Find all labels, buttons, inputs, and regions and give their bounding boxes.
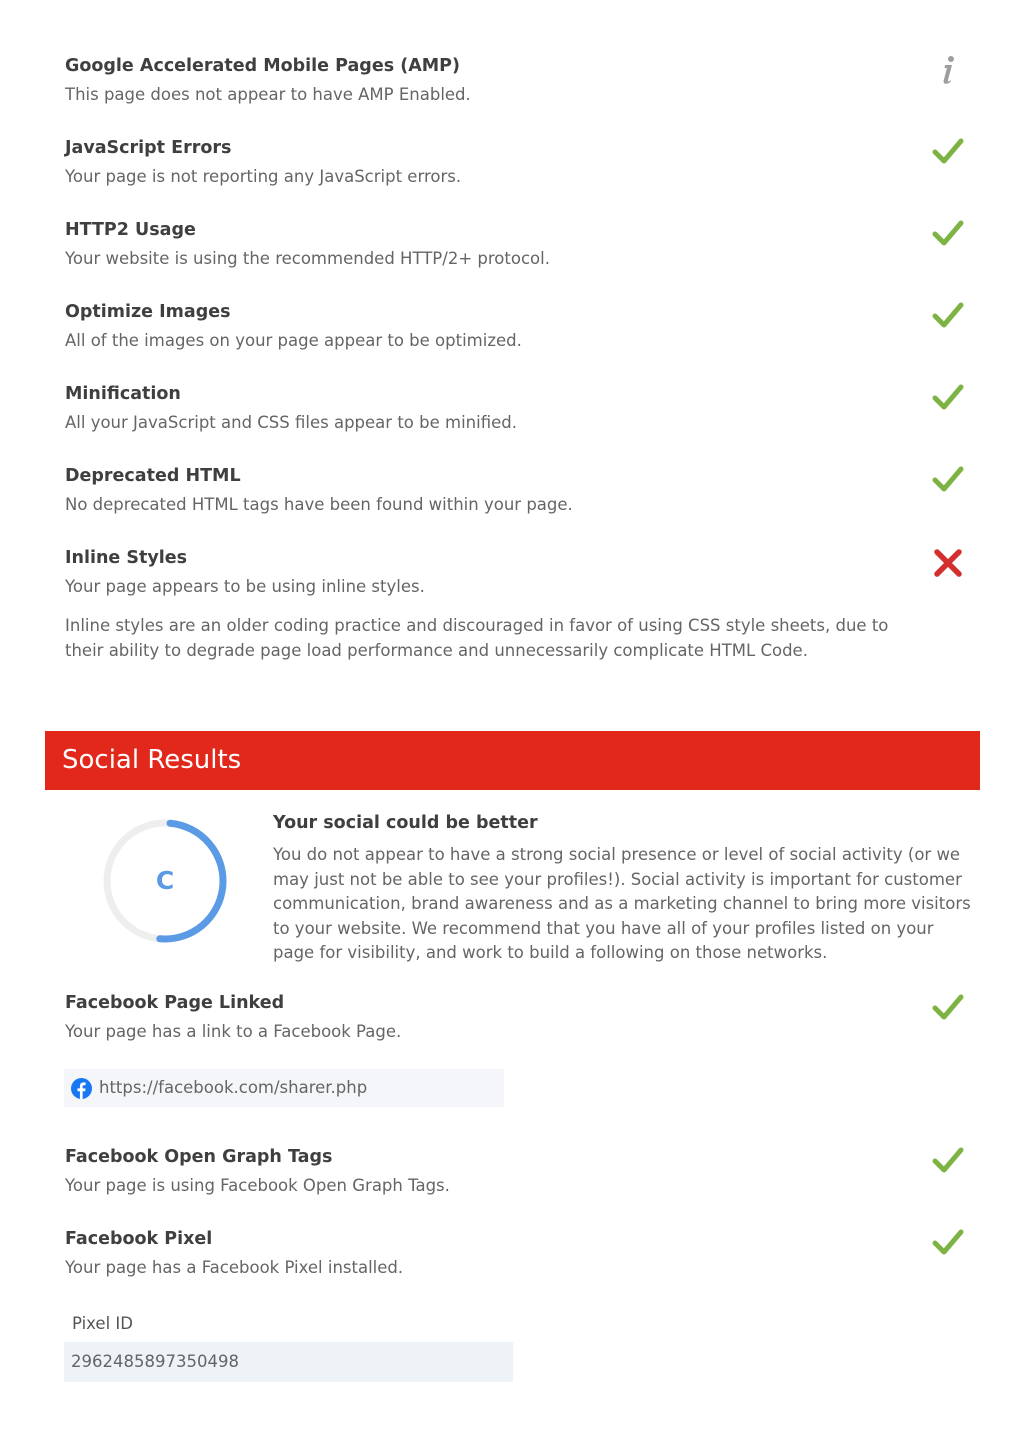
pixel-id-box bbox=[64, 1342, 513, 1382]
check-description: Your website is using the recommended HTTP/2+ protocol. bbox=[65, 249, 550, 268]
social-item-facebook-pixel bbox=[65, 1227, 945, 1280]
check-note: Inline styles are an older coding practice and discouraged in favor of using CSS style sheets, due to their ability to degrade page load performance and unnecessarily complicate HTML Code. bbox=[65, 616, 889, 660]
summary-text: You do not appear to have a strong social presence or level of social activity (or we may just not be able to see your profiles!). Social activity is important for customer communication, brand awareness and as a marketing channel to bring more visitors to your website. We recommend that you have all of your profiles listed on your page for visibility, and work to build a following on those networks. bbox=[273, 845, 971, 962]
check-description: All of the images on your page appear to be optimized. bbox=[65, 331, 522, 350]
social-grade-ring bbox=[100, 816, 230, 946]
info-icon bbox=[930, 52, 966, 88]
check-description: Your page appears to be using inline styles. bbox=[65, 577, 425, 596]
check-description: No deprecated HTML tags have been found within your page. bbox=[65, 495, 573, 514]
facebook-icon bbox=[71, 1078, 92, 1099]
check-item-inline-styles bbox=[65, 546, 945, 663]
check-description: Your page is using Facebook Open Graph Tags. bbox=[65, 1176, 450, 1195]
checkmark-icon bbox=[930, 134, 966, 170]
social-summary bbox=[273, 811, 973, 966]
check-item-deprecated-html bbox=[65, 464, 945, 517]
check-item-http2 bbox=[65, 218, 945, 271]
cross-icon bbox=[930, 545, 966, 581]
checkmark-icon bbox=[930, 1225, 966, 1261]
check-title: Google Accelerated Mobile Pages (AMP) bbox=[65, 56, 460, 76]
checkmark-icon bbox=[930, 1143, 966, 1179]
check-item-optimize-images bbox=[65, 300, 945, 353]
checkmark-icon bbox=[930, 380, 966, 416]
section-title: Social Results bbox=[62, 745, 242, 775]
checkmark-icon bbox=[930, 216, 966, 252]
check-title: Deprecated HTML bbox=[65, 466, 241, 486]
section-banner-social-results bbox=[45, 731, 980, 790]
checkmark-icon bbox=[930, 462, 966, 498]
check-title: Facebook Page Linked bbox=[65, 993, 285, 1013]
pixel-id-label: Pixel ID bbox=[72, 1314, 133, 1333]
pixel-id-value: 2962485897350498 bbox=[71, 1352, 239, 1371]
check-title: Facebook Pixel bbox=[65, 1229, 213, 1249]
check-title: Facebook Open Graph Tags bbox=[65, 1147, 333, 1167]
summary-title: Your social could be better bbox=[273, 813, 538, 833]
social-item-facebook-open-graph bbox=[65, 1145, 945, 1198]
check-description: Your page is not reporting any JavaScript errors. bbox=[65, 167, 462, 186]
check-item-minification bbox=[65, 382, 945, 435]
check-item-javascript-errors bbox=[65, 136, 945, 189]
checkmark-icon bbox=[930, 990, 966, 1026]
check-title: Inline Styles bbox=[65, 548, 188, 568]
social-item-facebook-page-linked bbox=[65, 991, 945, 1044]
check-description: Your page has a link to a Facebook Page. bbox=[65, 1022, 402, 1041]
checkmark-icon bbox=[930, 298, 966, 334]
check-title: Minification bbox=[65, 384, 181, 404]
facebook-link-box[interactable] bbox=[64, 1069, 504, 1107]
facebook-link-text[interactable]: https://facebook.com/sharer.php bbox=[99, 1078, 368, 1097]
check-description: All your JavaScript and CSS files appear to be minified. bbox=[65, 413, 517, 432]
check-title: JavaScript Errors bbox=[65, 138, 232, 158]
check-title: HTTP2 Usage bbox=[65, 220, 196, 240]
check-item-amp bbox=[65, 54, 945, 107]
check-title: Optimize Images bbox=[65, 302, 231, 322]
check-description: Your page has a Facebook Pixel installed. bbox=[65, 1258, 404, 1277]
social-grade-letter: C bbox=[155, 866, 175, 895]
check-description: This page does not appear to have AMP Enabled. bbox=[65, 85, 471, 104]
